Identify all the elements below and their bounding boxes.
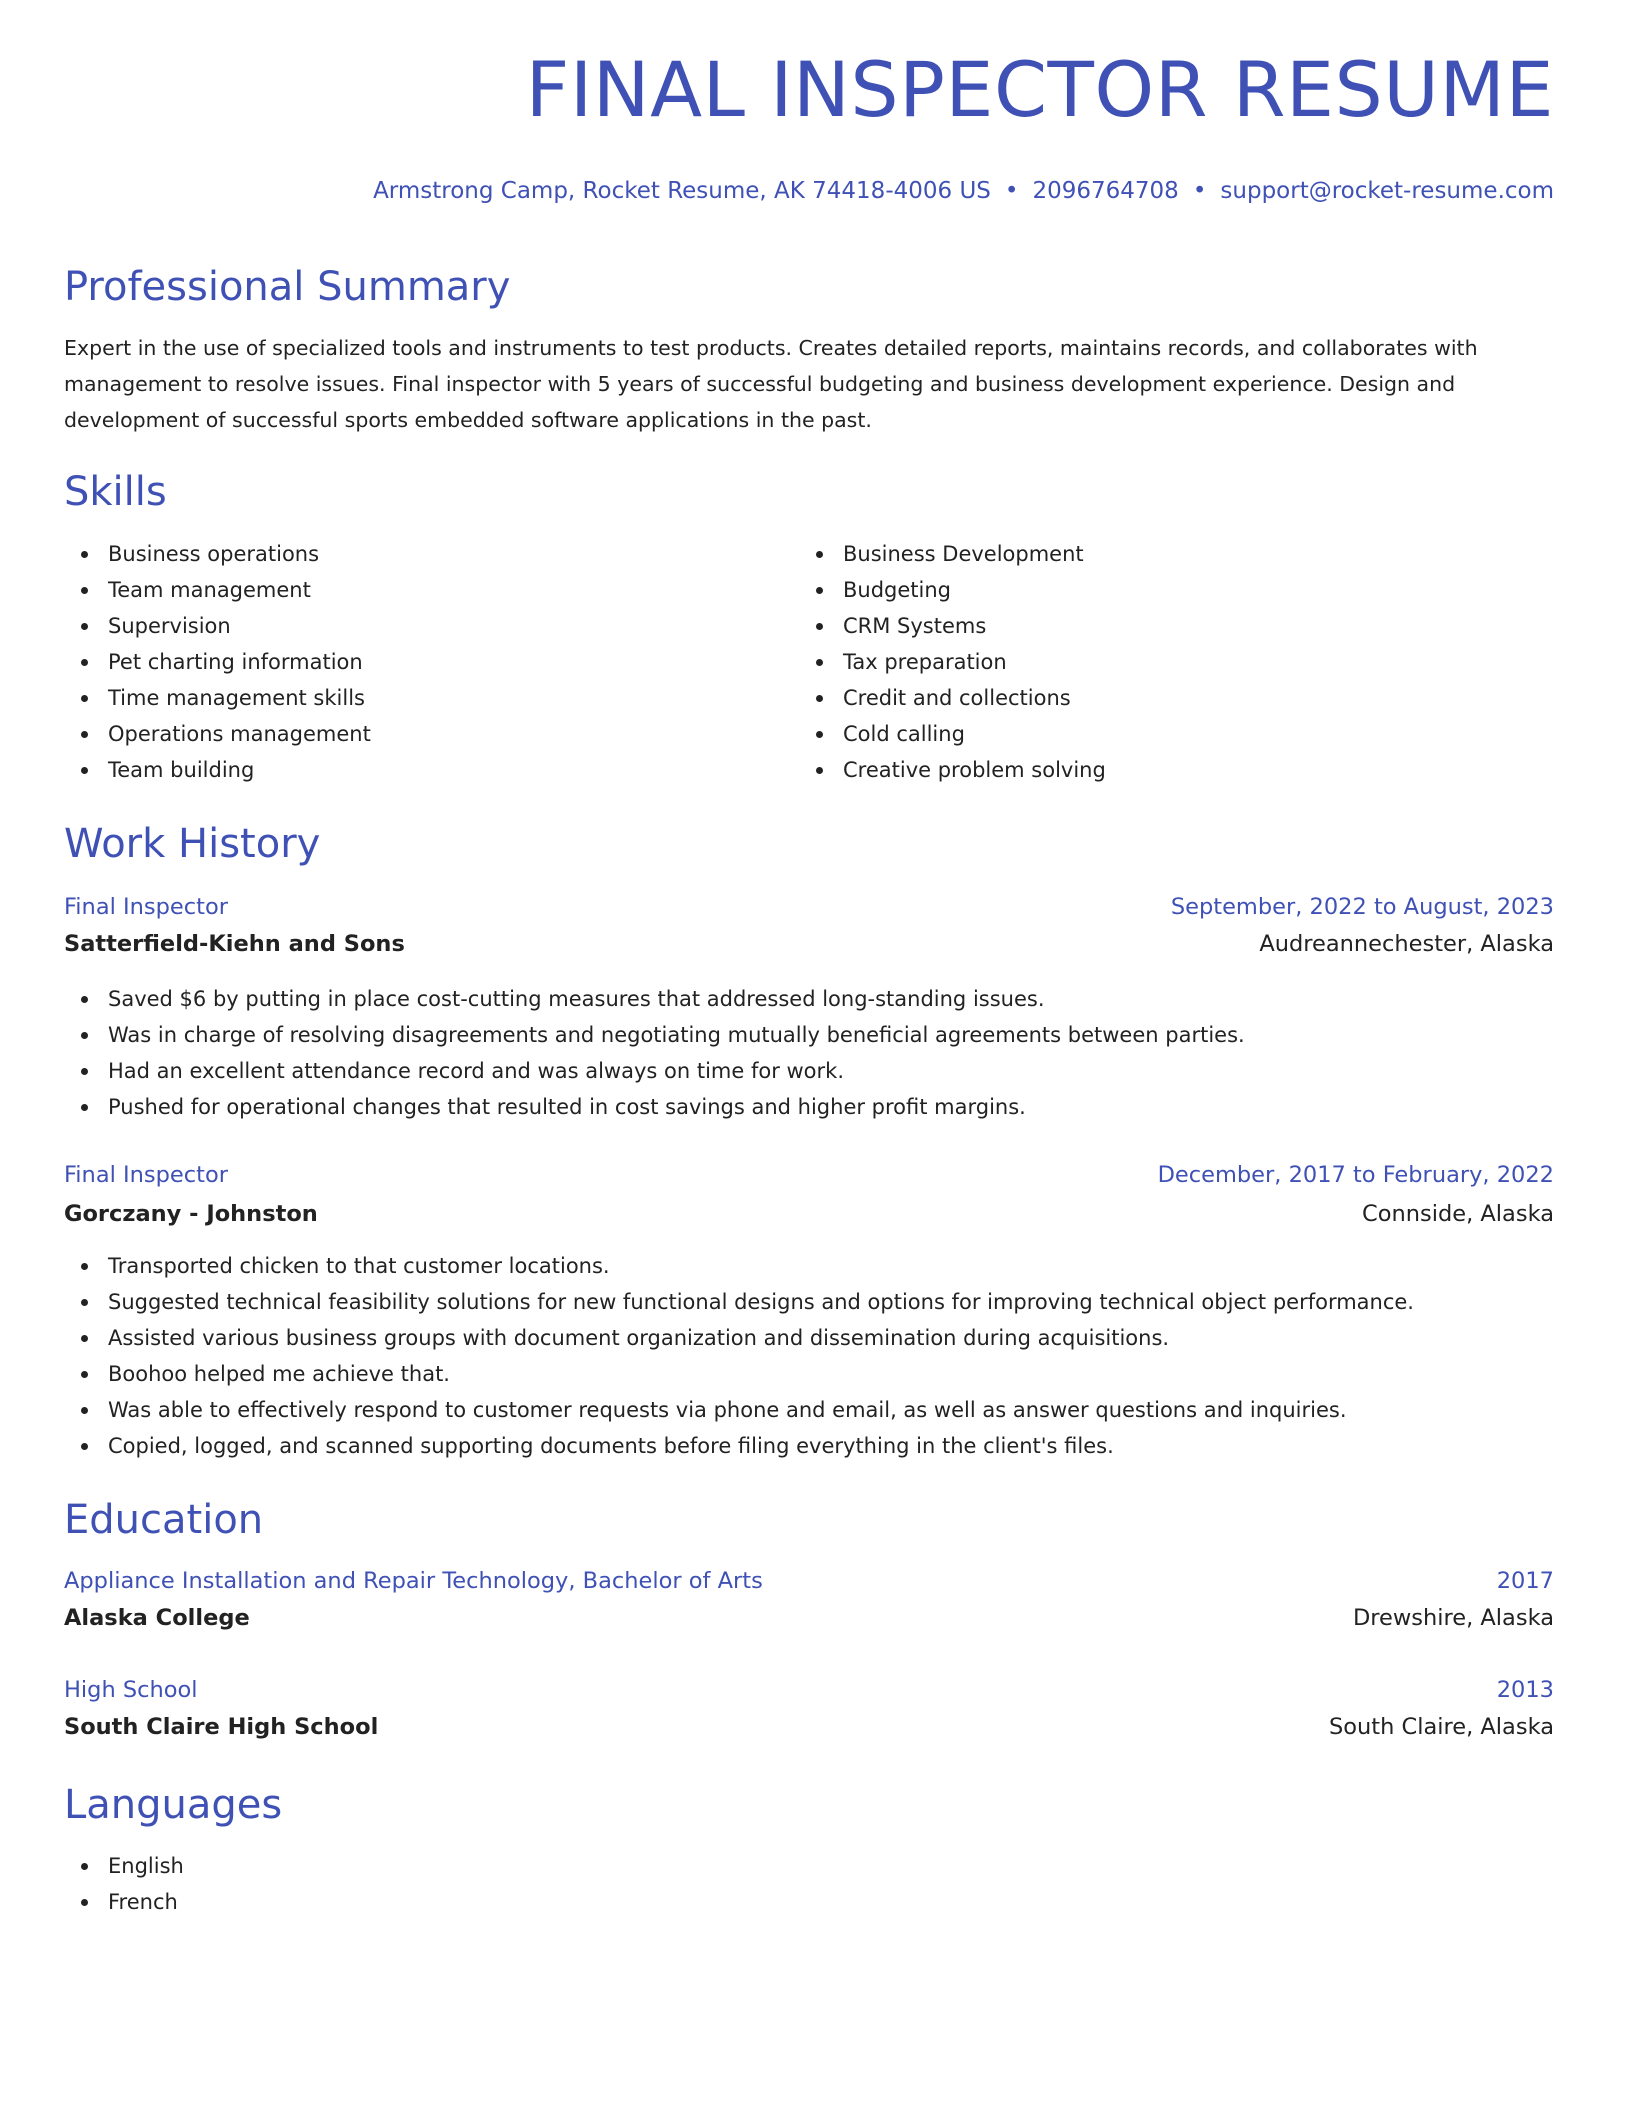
skill-item: Time management skills — [64, 680, 371, 716]
skills-list-right — [799, 536, 1106, 788]
education-school-row — [64, 1603, 1554, 1633]
phone-text: 2096764708 — [1032, 178, 1179, 204]
skill-item: CRM Systems — [799, 608, 1106, 644]
languages-heading: Languages — [64, 1782, 283, 1828]
skill-item: Team building — [64, 752, 371, 788]
job-bullet: Transported chicken to that customer locations. — [64, 1248, 1414, 1284]
education-heading: Education — [64, 1497, 264, 1543]
skills-left-column — [64, 536, 371, 788]
skill-item: Business Development — [799, 536, 1106, 572]
job-title: Final Inspector — [64, 894, 228, 920]
education-header-row — [64, 1566, 1554, 1596]
skill-item: Tax preparation — [799, 644, 1106, 680]
job-header-row — [64, 1160, 1554, 1190]
job-company-row — [64, 929, 1554, 959]
address-text: Armstrong Camp, Rocket Resume, AK 74418-4006 US — [373, 178, 991, 204]
summary-heading: Professional Summary — [64, 264, 511, 310]
email-link[interactable]: support@rocket-resume.com — [1220, 178, 1554, 204]
skill-item: Operations management — [64, 716, 371, 752]
resume-title: FINAL INSPECTOR RESUME — [525, 45, 1554, 134]
degree-title: High School — [64, 1677, 198, 1703]
school-location: South Claire, Alaska — [1328, 1714, 1554, 1740]
skills-heading: Skills — [64, 469, 167, 515]
education-header-row — [64, 1675, 1554, 1705]
graduation-year: 2017 — [1496, 1568, 1554, 1594]
separator-dot: • — [1192, 178, 1207, 204]
summary-text: Expert in the use of specialized tools and instruments to test products. Creates detailed reports, maintains records, and collaborates with management to resolve issues. Final inspector with 5 years of successful budgeting and business development experience. Design and development of successful sports embedded software applications in the past. — [64, 336, 1478, 432]
job-bullet: Suggested technical feasibility solutions for new functional designs and options for improving technical object performance. — [64, 1284, 1414, 1320]
skill-item: Supervision — [64, 608, 371, 644]
skill-item: Pet charting information — [64, 644, 371, 680]
separator-dot: • — [1004, 178, 1019, 204]
job-dates: December, 2017 to February, 2022 — [1157, 1162, 1554, 1188]
job-company-row — [64, 1199, 1554, 1229]
job-bullet: Boohoo helped me achieve that. — [64, 1356, 1414, 1392]
job-bullet: Had an excellent attendance record and was always on time for work. — [64, 1053, 1245, 1089]
skills-list-left — [64, 536, 371, 788]
skill-item: Business operations — [64, 536, 371, 572]
job-bullet: Saved $6 by putting in place cost-cutting measures that addressed long-standing issues. — [64, 981, 1245, 1017]
skill-item: Team management — [64, 572, 371, 608]
skill-item: Credit and collections — [799, 680, 1106, 716]
language-item: French — [64, 1884, 184, 1920]
degree-title: Appliance Installation and Repair Technology, Bachelor of Arts — [64, 1568, 763, 1594]
job-title: Final Inspector — [64, 1162, 228, 1188]
job-bullet: Pushed for operational changes that resulted in cost savings and higher profit margins. — [64, 1089, 1245, 1125]
job-bullet: Was able to effectively respond to customer requests via phone and email, as well as answer questions and inquiries. — [64, 1392, 1414, 1428]
skill-item: Creative problem solving — [799, 752, 1106, 788]
school-name: Alaska College — [64, 1605, 250, 1631]
languages-list — [64, 1848, 184, 1920]
language-item: English — [64, 1848, 184, 1884]
job-header-row — [64, 892, 1554, 922]
job-bullets — [64, 981, 1245, 1125]
skill-item: Budgeting — [799, 572, 1106, 608]
company-name: Gorczany - Johnston — [64, 1201, 318, 1227]
school-location: Drewshire, Alaska — [1352, 1605, 1554, 1631]
school-name: South Claire High School — [64, 1714, 379, 1740]
company-name: Satterfield-Kiehn and Sons — [64, 931, 405, 957]
graduation-year: 2013 — [1496, 1677, 1554, 1703]
job-location: Audreannechester, Alaska — [1259, 931, 1554, 957]
job-dates: September, 2022 to August, 2023 — [1170, 894, 1554, 920]
job-bullet: Copied, logged, and scanned supporting documents before filing everything in the client's files. — [64, 1428, 1414, 1464]
work-history-heading: Work History — [64, 821, 321, 867]
job-bullets — [64, 1248, 1414, 1464]
skills-right-column — [799, 536, 1106, 788]
job-bullet: Was in charge of resolving disagreements and negotiating mutually beneficial agreements between parties. — [64, 1017, 1245, 1053]
skill-item: Cold calling — [799, 716, 1106, 752]
job-bullet: Assisted various business groups with document organization and dissemination during acquisitions. — [64, 1320, 1414, 1356]
job-location: Connside, Alaska — [1362, 1201, 1554, 1227]
contact-line — [373, 180, 1554, 203]
education-school-row — [64, 1712, 1554, 1742]
